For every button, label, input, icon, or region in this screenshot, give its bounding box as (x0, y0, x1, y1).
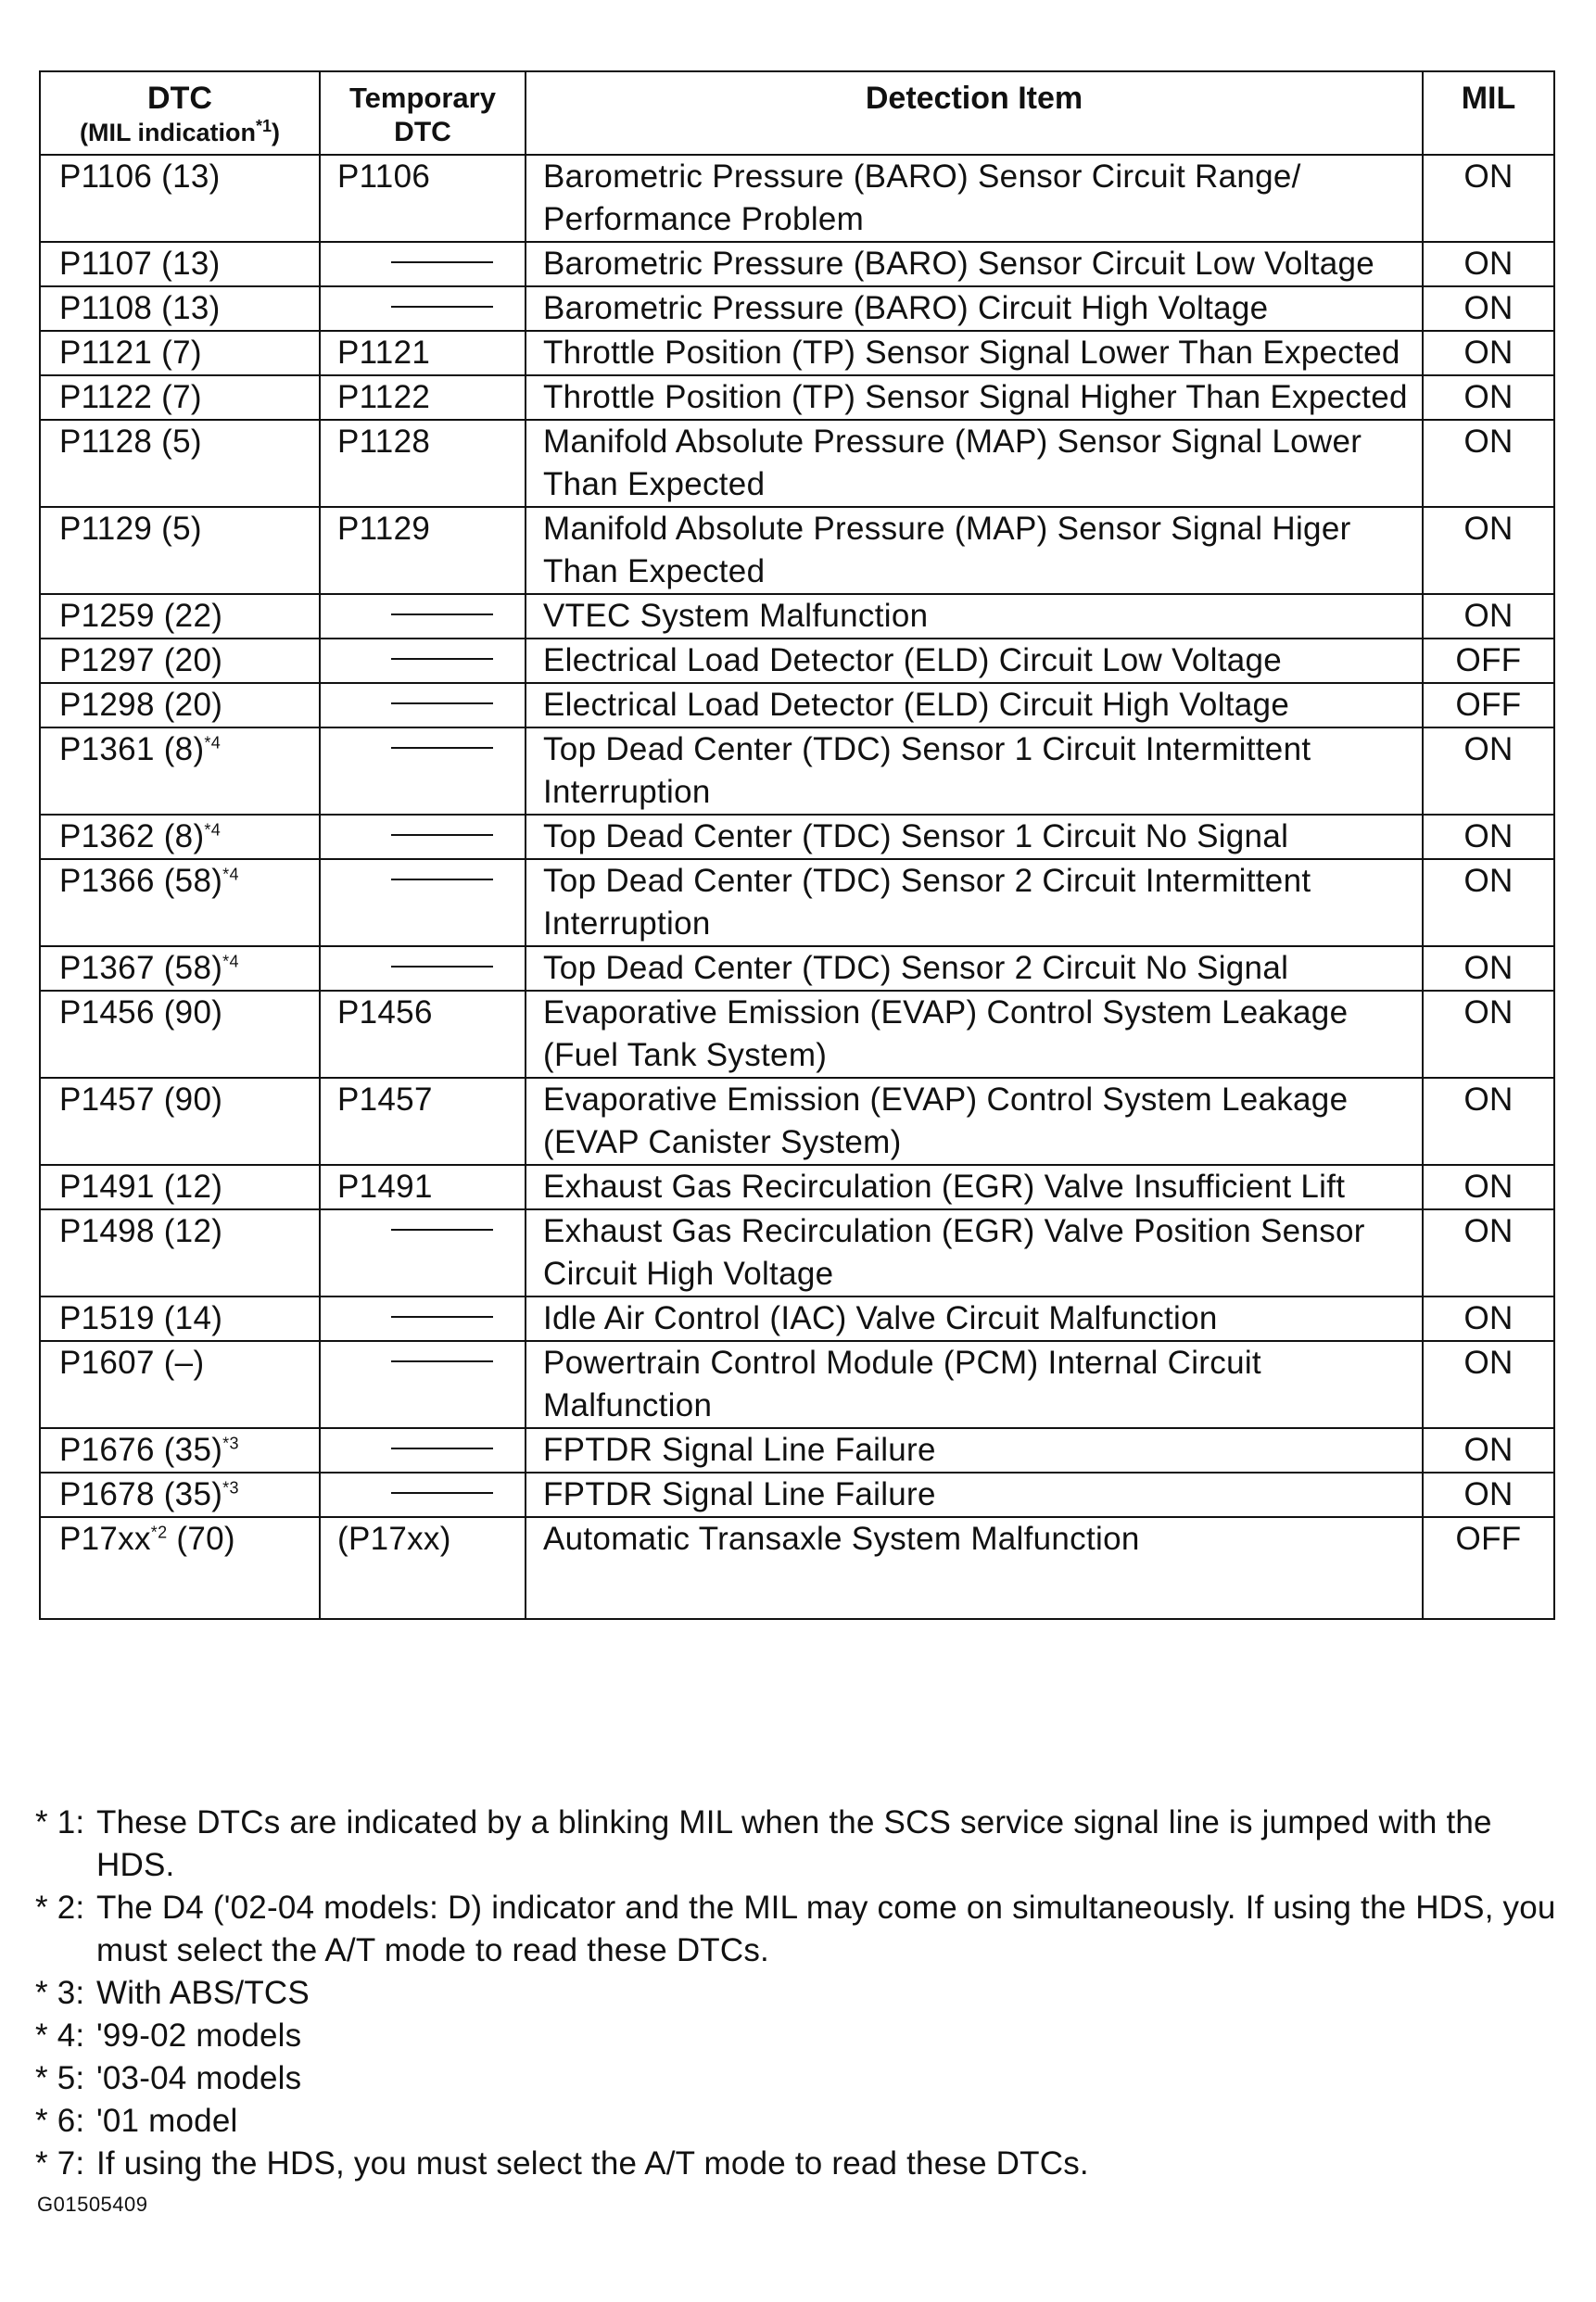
footnote (35, 1972, 1564, 2015)
table-row (40, 1296, 1554, 1341)
cell-detection-item: Exhaust Gas Recirculation (EGR) Valve Position Sensor Circuit High Voltage (526, 1209, 1423, 1296)
cell-temporary-dtc (320, 155, 526, 242)
cell-detection-item: Top Dead Center (TDC) Sensor 1 Circuit Intermittent Interruption (526, 727, 1423, 815)
cell-mil-status: ON (1423, 594, 1554, 639)
cell-temporary-dtc (320, 639, 526, 683)
empty-dash (391, 261, 493, 263)
cell-dtc (40, 683, 320, 727)
dtc-code: P1259 (22) (59, 598, 223, 634)
dtc-footnote-ref: *3 (222, 1434, 239, 1453)
cell-detection-item: FPTDR Signal Line Failure (526, 1428, 1423, 1473)
dtc-code: P17xx (59, 1521, 151, 1557)
cell-mil-status: ON (1423, 1428, 1554, 1473)
cell-dtc (40, 639, 320, 683)
table-row (40, 1428, 1554, 1473)
footnote-text: The D4 ('02-04 models: D) indicator and the MIL may come on simultaneously. If using the HDS, you must select the A/T mode to read these DTCs. (96, 1890, 1556, 1968)
cell-dtc (40, 991, 320, 1078)
cell-mil-status: ON (1423, 1296, 1554, 1341)
table-row (40, 639, 1554, 683)
cell-mil-status: ON (1423, 331, 1554, 375)
cell-detection-item: Electrical Load Detector (ELD) Circuit High Voltage (526, 683, 1423, 727)
cell-temporary-dtc (320, 1209, 526, 1296)
cell-detection-item: Throttle Position (TP) Sensor Signal Lower Than Expected (526, 331, 1423, 375)
footnote (35, 2143, 1564, 2185)
cell-dtc (40, 1341, 320, 1428)
cell-dtc (40, 1517, 320, 1619)
header-dtc-sub-text: (MIL indication (79, 119, 256, 146)
table-row (40, 1078, 1554, 1165)
cell-detection-item: Electrical Load Detector (ELD) Circuit Low Voltage (526, 639, 1423, 683)
dtc-code: P1607 (–) (59, 1345, 205, 1381)
temporary-dtc-code: P1121 (337, 335, 431, 371)
empty-dash (391, 966, 493, 968)
dtc-code: P1106 (13) (59, 158, 221, 195)
footnote-mark: * 4: (35, 2017, 85, 2054)
dtc-code: P1519 (14) (59, 1300, 223, 1336)
footnote (35, 1887, 1564, 1972)
dtc-table (39, 70, 1555, 1620)
cell-dtc (40, 815, 320, 859)
cell-mil-status: ON (1423, 1209, 1554, 1296)
dtc-code: P1107 (13) (59, 246, 221, 282)
cell-temporary-dtc (320, 946, 526, 991)
cell-mil-status: ON (1423, 420, 1554, 507)
header-dtc (40, 71, 320, 155)
cell-dtc (40, 375, 320, 420)
empty-dash (391, 1492, 493, 1494)
cell-temporary-dtc (320, 1517, 526, 1619)
dtc-code: P1498 (12) (59, 1213, 223, 1249)
footnote-mark: * 6: (35, 2103, 85, 2139)
cell-mil-status: ON (1423, 991, 1554, 1078)
dtc-code: P1361 (8) (59, 731, 205, 767)
header-temporary-sub: DTC (394, 117, 451, 147)
dtc-code: P1676 (35) (59, 1432, 223, 1468)
footnote-text: If using the HDS, you must select the A/T mode to read these DTCs. (96, 2145, 1089, 2182)
cell-detection-item: Barometric Pressure (BARO) Sensor Circuit Low Voltage (526, 242, 1423, 286)
temporary-dtc-code: P1456 (337, 994, 433, 1031)
table-row (40, 946, 1554, 991)
cell-mil-status: ON (1423, 1078, 1554, 1165)
cell-temporary-dtc (320, 420, 526, 507)
header-dtc-sub-close: ) (272, 119, 280, 146)
footnote (35, 2100, 1564, 2143)
temporary-dtc-code: (P17xx) (337, 1521, 451, 1557)
cell-temporary-dtc (320, 1473, 526, 1517)
temporary-dtc-code: P1128 (337, 424, 431, 460)
cell-detection-item: Powertrain Control Module (PCM) Internal Circuit Malfunction (526, 1341, 1423, 1428)
footnote (35, 2015, 1564, 2057)
dtc-code: P1122 (7) (59, 379, 202, 415)
cell-detection-item: FPTDR Signal Line Failure (526, 1473, 1423, 1517)
table-row (40, 507, 1554, 594)
temporary-dtc-code: P1457 (337, 1081, 433, 1118)
dtc-code: P1121 (7) (59, 335, 202, 371)
table-row (40, 859, 1554, 946)
cell-mil-status: ON (1423, 155, 1554, 242)
cell-dtc (40, 946, 320, 991)
cell-dtc (40, 727, 320, 815)
cell-detection-item: Exhaust Gas Recirculation (EGR) Valve Insufficient Lift (526, 1165, 1423, 1209)
temporary-dtc-code: P1129 (337, 511, 431, 547)
header-mil (1423, 71, 1554, 155)
cell-temporary-dtc (320, 815, 526, 859)
header-temporary (320, 71, 526, 155)
cell-dtc (40, 242, 320, 286)
dtc-code: P1128 (5) (59, 424, 202, 460)
header-dtc-sub-note: *1 (255, 117, 272, 135)
cell-detection-item: Barometric Pressure (BARO) Circuit High Voltage (526, 286, 1423, 331)
dtc-code: P1457 (90) (59, 1081, 223, 1118)
header-temporary-label: Temporary (349, 82, 496, 114)
cell-detection-item: Throttle Position (TP) Sensor Signal Higher Than Expected (526, 375, 1423, 420)
dtc-code: P1129 (5) (59, 511, 202, 547)
dtc-code: P1366 (58) (59, 863, 223, 899)
cell-temporary-dtc (320, 331, 526, 375)
dtc-code: P1367 (58) (59, 950, 223, 986)
cell-temporary-dtc (320, 859, 526, 946)
header-dtc-sub (41, 117, 319, 148)
table-row (40, 815, 1554, 859)
dtc-code: P1491 (12) (59, 1169, 223, 1205)
header-detection-item (526, 71, 1423, 155)
cell-mil-status: ON (1423, 815, 1554, 859)
temporary-dtc-code: P1491 (337, 1169, 433, 1205)
dtc-code: P1362 (8) (59, 818, 205, 854)
empty-dash (391, 879, 493, 880)
empty-dash (391, 702, 493, 704)
table-row (40, 331, 1554, 375)
cell-detection-item: Manifold Absolute Pressure (MAP) Sensor Signal Higer Than Expected (526, 507, 1423, 594)
footnote-mark: * 3: (35, 1975, 85, 2011)
cell-mil-status: ON (1423, 946, 1554, 991)
dtc-code: P1678 (35) (59, 1476, 223, 1512)
cell-dtc (40, 1209, 320, 1296)
footnote-text: '99-02 models (96, 2017, 302, 2054)
cell-dtc (40, 331, 320, 375)
cell-detection-item: Evaporative Emission (EVAP) Control System Leakage (Fuel Tank System) (526, 991, 1423, 1078)
cell-mil-status: ON (1423, 727, 1554, 815)
cell-detection-item: Top Dead Center (TDC) Sensor 2 Circuit No Signal (526, 946, 1423, 991)
cell-temporary-dtc (320, 991, 526, 1078)
table-row (40, 727, 1554, 815)
empty-dash (391, 1316, 493, 1318)
dtc-code-suffix: (70) (167, 1521, 235, 1557)
table-row (40, 420, 1554, 507)
footnote-text: '01 model (96, 2103, 238, 2139)
dtc-footnote-ref: *4 (222, 865, 239, 884)
dtc-code: P1298 (20) (59, 687, 223, 723)
cell-dtc (40, 1078, 320, 1165)
empty-dash (391, 1229, 493, 1231)
cell-detection-item: Evaporative Emission (EVAP) Control System Leakage (EVAP Canister System) (526, 1078, 1423, 1165)
dtc-footnote-ref: *2 (150, 1523, 168, 1542)
cell-mil-status: OFF (1423, 639, 1554, 683)
cell-mil-status: ON (1423, 1473, 1554, 1517)
table-row (40, 683, 1554, 727)
cell-detection-item: Automatic Transaxle System Malfunction (526, 1517, 1423, 1619)
cell-temporary-dtc (320, 683, 526, 727)
table-row (40, 242, 1554, 286)
cell-temporary-dtc (320, 1428, 526, 1473)
table-row (40, 286, 1554, 331)
table-header-row (40, 71, 1554, 155)
footnote-mark: * 2: (35, 1890, 85, 1926)
footnote-text: These DTCs are indicated by a blinking MIL when the SCS service signal line is jumped with the HDS. (96, 1804, 1492, 1883)
cell-temporary-dtc (320, 594, 526, 639)
header-mil-label: MIL (1461, 81, 1516, 116)
cell-dtc (40, 507, 320, 594)
dtc-code: P1456 (90) (59, 994, 223, 1031)
cell-dtc (40, 1473, 320, 1517)
cell-detection-item: VTEC System Malfunction (526, 594, 1423, 639)
figure-id: G01505409 (37, 2193, 148, 2216)
cell-dtc (40, 155, 320, 242)
dtc-footnote-ref: *4 (204, 733, 222, 753)
cell-temporary-dtc (320, 727, 526, 815)
dtc-footnote-ref: *3 (222, 1478, 239, 1498)
cell-temporary-dtc (320, 1296, 526, 1341)
empty-dash (391, 613, 493, 615)
cell-temporary-dtc (320, 1165, 526, 1209)
table-row (40, 991, 1554, 1078)
footnote-mark: * 5: (35, 2060, 85, 2096)
cell-dtc (40, 420, 320, 507)
table-row (40, 1165, 1554, 1209)
cell-dtc (40, 859, 320, 946)
cell-dtc (40, 594, 320, 639)
footnote (35, 2057, 1564, 2100)
dtc-footnote-ref: *4 (222, 952, 239, 971)
table-row (40, 1473, 1554, 1517)
cell-dtc (40, 1165, 320, 1209)
cell-mil-status: ON (1423, 1165, 1554, 1209)
cell-mil-status: ON (1423, 507, 1554, 594)
temporary-dtc-code: P1106 (337, 158, 431, 195)
dtc-code: P1297 (20) (59, 642, 223, 678)
table-row (40, 375, 1554, 420)
table-row (40, 594, 1554, 639)
empty-dash (391, 306, 493, 308)
cell-dtc (40, 286, 320, 331)
cell-detection-item: Top Dead Center (TDC) Sensor 2 Circuit Intermittent Interruption (526, 859, 1423, 946)
cell-mil-status: ON (1423, 242, 1554, 286)
cell-mil-status: ON (1423, 859, 1554, 946)
temporary-dtc-code: P1122 (337, 379, 431, 415)
dtc-code: P1108 (13) (59, 290, 221, 326)
cell-mil-status: OFF (1423, 683, 1554, 727)
empty-dash (391, 1448, 493, 1449)
table-row (40, 1209, 1554, 1296)
cell-temporary-dtc (320, 286, 526, 331)
cell-mil-status: ON (1423, 375, 1554, 420)
dtc-table-body (40, 155, 1554, 1619)
cell-detection-item: Idle Air Control (IAC) Valve Circuit Malfunction (526, 1296, 1423, 1341)
cell-mil-status: OFF (1423, 1517, 1554, 1619)
header-detection-label: Detection Item (865, 81, 1083, 116)
empty-dash (391, 747, 493, 749)
dtc-footnote-ref: *4 (204, 820, 222, 840)
footnotes (35, 1802, 1564, 2185)
cell-detection-item: Manifold Absolute Pressure (MAP) Sensor Signal Lower Than Expected (526, 420, 1423, 507)
footnote-text: With ABS/TCS (96, 1975, 310, 2011)
footnote-text: '03-04 models (96, 2060, 302, 2096)
table-row (40, 155, 1554, 242)
cell-temporary-dtc (320, 375, 526, 420)
cell-detection-item: Top Dead Center (TDC) Sensor 1 Circuit No Signal (526, 815, 1423, 859)
cell-dtc (40, 1296, 320, 1341)
table-row (40, 1341, 1554, 1428)
footnote (35, 1802, 1564, 1887)
cell-temporary-dtc (320, 1078, 526, 1165)
cell-temporary-dtc (320, 242, 526, 286)
cell-temporary-dtc (320, 507, 526, 594)
footnote-mark: * 7: (35, 2145, 85, 2182)
cell-mil-status: ON (1423, 286, 1554, 331)
header-dtc-label: DTC (147, 81, 212, 116)
empty-dash (391, 1360, 493, 1362)
table-row (40, 1517, 1554, 1619)
cell-dtc (40, 1428, 320, 1473)
empty-dash (391, 834, 493, 836)
cell-mil-status: ON (1423, 1341, 1554, 1428)
footnote-mark: * 1: (35, 1804, 85, 1840)
cell-detection-item: Barometric Pressure (BARO) Sensor Circuit Range/ Performance Problem (526, 155, 1423, 242)
empty-dash (391, 658, 493, 660)
cell-temporary-dtc (320, 1341, 526, 1428)
